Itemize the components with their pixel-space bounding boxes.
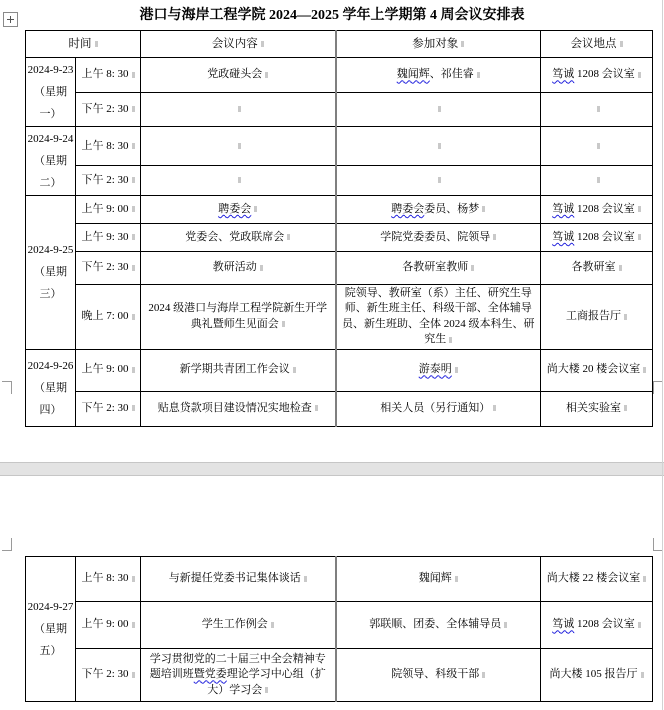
meeting-content-cell [141, 602, 336, 649]
location-cell [541, 93, 653, 127]
cell-text: 上午 8: 30 [81, 572, 129, 585]
end-of-cell-mark [238, 106, 241, 112]
participants-cell [336, 252, 541, 285]
time-cell [76, 602, 141, 649]
cell-text: 上午 8: 30 [81, 68, 129, 81]
schedule-row [26, 285, 653, 350]
participants-cell [336, 58, 541, 93]
participants-cell [336, 391, 541, 426]
cell-text: 各教研室教师 [402, 261, 469, 274]
schedule-row [26, 391, 653, 426]
col-header-content: 会议内容 [141, 31, 336, 58]
location-cell [541, 166, 653, 196]
time-cell [76, 224, 141, 252]
location-cell [541, 349, 653, 391]
end-of-cell-mark [438, 106, 441, 112]
end-of-cell-mark [624, 405, 627, 411]
cell-text: 理论学习中心组（扩大）学习会 [207, 668, 326, 696]
location-cell [541, 252, 653, 285]
meeting-content-cell [141, 349, 336, 391]
end-of-cell-mark [271, 622, 274, 628]
end-of-cell-mark [132, 177, 135, 183]
date-cell [26, 127, 76, 196]
cell-text: 学习贯彻党的二十届三中全会精神专题培训班 [149, 652, 326, 681]
date-cell [26, 196, 76, 350]
time-cell [76, 252, 141, 285]
end-of-cell-mark [438, 177, 441, 183]
cell-text: 相关实验室 [566, 401, 621, 414]
schedule-row [26, 252, 653, 285]
spellcheck-squiggle-text: 笃诚 [552, 618, 575, 631]
end-of-cell-mark [643, 367, 646, 373]
end-of-cell-mark [260, 265, 263, 271]
end-of-cell-mark [265, 72, 268, 78]
cell-text: 院领导、科级干部 [391, 668, 480, 681]
schedule-row [26, 349, 653, 391]
end-of-cell-mark [132, 72, 135, 78]
cell-text: 1208 会议室 [574, 202, 635, 215]
cell-text: 委员、杨梦 [424, 202, 480, 215]
time-cell [76, 196, 141, 224]
spellcheck-squiggle-text: 笃诚 [552, 202, 575, 215]
end-of-cell-mark [132, 622, 135, 628]
end-of-cell-mark [132, 234, 135, 240]
cell-text: 学生工作例会 [201, 618, 268, 631]
end-of-cell-mark [132, 367, 135, 373]
participants-cell [336, 649, 541, 702]
end-of-cell-mark [643, 576, 646, 582]
document-title: 港口与海岸工程学院 2024—2025 学年上学期第 4 周会议安排表 [139, 8, 525, 23]
end-of-cell-mark [287, 234, 290, 240]
meeting-content-cell [141, 196, 336, 224]
meeting-content-cell [141, 58, 336, 93]
meeting-content-cell [141, 224, 336, 252]
end-of-cell-mark [304, 576, 307, 582]
end-of-cell-mark [597, 177, 600, 183]
end-of-cell-mark [455, 367, 458, 373]
participants-cell [336, 285, 541, 350]
participants-cell [336, 557, 541, 602]
end-of-cell-mark [438, 143, 441, 149]
cell-text: 1208 会议室 [574, 68, 635, 81]
end-of-cell-mark [638, 234, 641, 240]
schedule-row [26, 58, 653, 93]
end-of-cell-mark [254, 206, 257, 212]
spellcheck-squiggle-text: 游泰明 [418, 363, 452, 376]
spellcheck-squiggle-text: 笃诚 [552, 68, 575, 81]
date-text: 2024-9-26 [27, 359, 74, 372]
weekday-text: （星期五） [34, 623, 67, 657]
cell-text: 尚大楼 20 楼会议室 [546, 363, 641, 376]
cell-text: 上午 9: 00 [81, 363, 129, 376]
end-of-cell-mark [455, 576, 458, 582]
cell-text: 上午 9: 00 [81, 202, 129, 215]
cell-text: 上午 9: 30 [81, 230, 129, 243]
end-of-cell-mark [132, 265, 135, 271]
time-cell [76, 58, 141, 93]
end-of-cell-mark [624, 314, 627, 320]
participants-cell [336, 166, 541, 196]
end-of-cell-mark [132, 143, 135, 149]
end-of-cell-mark [641, 672, 644, 678]
cell-text: 郭联顺、团委、全体辅导员 [369, 618, 502, 631]
location-cell [541, 224, 653, 252]
date-cell [26, 349, 76, 426]
schedule-row [26, 127, 653, 166]
cell-text: 、祁佳睿 [429, 68, 474, 81]
location-cell [541, 196, 653, 224]
meeting-content-cell [141, 649, 336, 702]
time-cell [76, 285, 141, 350]
col-header-time: 时间 [26, 31, 141, 58]
date-text: 2024-9-23 [27, 64, 74, 76]
date-cell [26, 557, 76, 702]
page2-top-left-margin-mark [2, 538, 12, 551]
spellcheck-squiggle-text: 暨党委 [193, 668, 227, 681]
end-of-cell-mark [493, 234, 496, 240]
end-of-cell-mark [638, 206, 641, 212]
spellcheck-squiggle-text: 聘委会 [218, 202, 252, 215]
cell-text: 上午 9: 00 [81, 618, 129, 631]
meeting-content-cell [141, 252, 336, 285]
end-of-cell-mark [132, 314, 135, 320]
end-of-cell-mark [238, 177, 241, 183]
end-of-cell-mark [293, 367, 296, 373]
end-of-cell-mark [477, 72, 480, 78]
location-cell [541, 285, 653, 350]
end-of-cell-mark [597, 143, 600, 149]
end-of-cell-mark [504, 622, 507, 628]
date-text: 2024-9-27 [27, 601, 74, 613]
location-cell [541, 391, 653, 426]
meeting-content-cell [141, 557, 336, 602]
time-cell [76, 349, 141, 391]
weekday-text: （星期一） [34, 86, 67, 120]
end-of-cell-mark [482, 206, 485, 212]
spellcheck-squiggle-text: 聘委会 [391, 202, 425, 215]
page-separator [0, 462, 664, 476]
cell-text: 下午 2: 30 [81, 401, 129, 414]
weekday-text: （星期三） [34, 266, 67, 301]
end-of-cell-mark [265, 687, 268, 693]
cell-text: 党政碰头会 [207, 68, 263, 81]
cell-text: 相关人员（另行通知） [380, 401, 491, 414]
spellcheck-squiggle-text: 魏闻辉 [396, 68, 430, 81]
cell-text: 院领导、教研室（系）主任、研究生导师、新生班主任、科级干部、全体辅导员、新生班助、全体 2024 级本科生、研究生 [342, 287, 535, 346]
col-header-location: 会议地点 [541, 31, 653, 58]
participants-cell [336, 93, 541, 127]
date-text: 2024-9-24 [27, 133, 74, 145]
cell-text: 下午 2: 30 [81, 174, 129, 187]
cell-text: 贴息贷款项目建设情况实地检查 [157, 401, 312, 414]
schedule-row [26, 166, 653, 196]
participants-cell [336, 196, 541, 224]
cell-text: 下午 2: 30 [81, 668, 129, 681]
schedule-row [26, 93, 653, 127]
location-cell [541, 127, 653, 166]
end-of-cell-mark [315, 405, 318, 411]
cell-text: 工商报告厅 [566, 310, 621, 323]
meeting-content-cell [141, 166, 336, 196]
cell-text: 上午 8: 30 [81, 139, 129, 152]
cell-text: 尚大楼 22 楼会议室 [546, 572, 641, 585]
end-of-cell-mark [619, 265, 622, 271]
page1-bottom-left-margin-mark [2, 381, 12, 394]
location-cell [541, 602, 653, 649]
cell-text: 党委会、党政联席会 [185, 230, 285, 243]
schedule-table-page2 [25, 556, 653, 702]
cell-text: 1208 会议室 [574, 230, 635, 243]
cell-text: 学院党委委员、院领导 [380, 230, 491, 243]
meeting-content-cell [141, 391, 336, 426]
end-of-cell-mark [132, 672, 135, 678]
participants-cell [336, 127, 541, 166]
time-cell [76, 127, 141, 166]
date-text: 2024-9-25 [27, 244, 74, 257]
time-cell [76, 93, 141, 127]
end-of-cell-mark [238, 143, 241, 149]
end-of-cell-mark [482, 672, 485, 678]
meeting-content-cell [141, 285, 336, 350]
cell-text: 尚大楼 105 报告厅 [549, 668, 638, 681]
cell-text: 下午 2: 30 [81, 261, 129, 274]
end-of-cell-mark [471, 265, 474, 271]
time-cell [76, 649, 141, 702]
cell-text: 教研活动 [212, 261, 257, 274]
end-of-cell-mark [597, 106, 600, 112]
end-of-cell-mark [493, 405, 496, 411]
cell-text: 下午 2: 30 [81, 102, 129, 115]
participants-cell [336, 349, 541, 391]
cell-text: 1208 会议室 [574, 618, 635, 631]
cell-text: 新学期共青团工作会议 [179, 363, 290, 376]
time-cell [76, 557, 141, 602]
end-of-cell-mark [132, 576, 135, 582]
col-header-participants: 参加对象 [336, 31, 541, 58]
location-cell [541, 557, 653, 602]
location-cell [541, 58, 653, 93]
schedule-row [26, 196, 653, 224]
cell-text: 晚上 7: 00 [81, 310, 129, 323]
cell-text: 各教研室 [571, 261, 616, 274]
participants-cell [336, 224, 541, 252]
weekday-text: （星期二） [34, 155, 67, 189]
weekday-text: （星期四） [34, 381, 67, 416]
end-of-cell-mark [638, 72, 641, 78]
meeting-content-cell [141, 93, 336, 127]
date-cell [26, 58, 76, 127]
schedule-row [26, 557, 653, 602]
end-of-cell-mark [132, 106, 135, 112]
end-of-cell-mark [132, 206, 135, 212]
end-of-cell-mark [638, 622, 641, 628]
spellcheck-squiggle-text: 笃诚 [552, 230, 575, 243]
schedule-row [26, 649, 653, 702]
header-row [26, 31, 653, 58]
schedule-row [26, 602, 653, 649]
schedule-table-page1 [25, 30, 653, 427]
location-cell [541, 649, 653, 702]
cell-text: 2024 级港口与海岸工程学院新生开学典礼暨师生见面会 [148, 302, 328, 330]
meeting-content-cell [141, 127, 336, 166]
end-of-cell-mark [132, 405, 135, 411]
time-cell [76, 166, 141, 196]
cell-text: 魏闻辉 [418, 572, 452, 585]
schedule-row [26, 224, 653, 252]
window-right-edge-line [662, 0, 663, 710]
cell-text: 与新提任党委书记集体谈话 [168, 572, 301, 585]
time-cell [76, 391, 141, 426]
participants-cell [336, 602, 541, 649]
end-of-cell-mark [282, 321, 285, 327]
end-of-cell-mark [449, 337, 452, 343]
